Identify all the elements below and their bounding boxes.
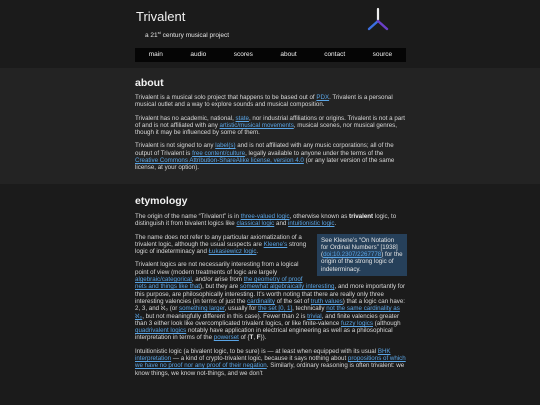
text-run: and is not affiliated with any music corporations; all of the output of Trivalent is <box>135 142 394 157</box>
text-run: . <box>256 248 259 256</box>
text-run: Trivalent is not signed to any <box>135 142 216 150</box>
about-paragraph-1 <box>135 94 407 109</box>
inline-link[interactable]: something larger <box>178 305 225 313</box>
text-run: , <box>253 334 257 342</box>
text-run: Intuitionistic logic (a bivalent logic, to be sure) is — at least when equipped with its usual <box>135 347 378 355</box>
text-run: , and more importantly for this purpose, are philosophically interesting. It’s worth noting that there are really only three interesting valencies (in terms of just the <box>135 283 406 305</box>
nav-source[interactable]: source <box>372 51 393 59</box>
inline-link[interactable]: intuitionistic logic <box>288 220 335 228</box>
text-run: , and finite valencies greater than 3 either look like overcomplicated trivalent logics, or like finite-valence <box>135 312 400 327</box>
nav-about[interactable]: about <box>280 51 297 59</box>
inline-link[interactable]: Łukasiewicz logic <box>208 248 257 256</box>
inline-link[interactable]: PDX <box>316 94 330 101</box>
subtitle-pre: a 21 <box>145 32 158 39</box>
text-run: , nor industrial affiliations or origins. Trivalent is not a part of and is not affiliated with any <box>135 114 405 129</box>
about-paragraph-2 <box>135 115 407 137</box>
bold-text: trivalent <box>349 213 374 220</box>
text-run: The origin of the name “Trivalent” is in <box>135 213 241 220</box>
text-run: ) that a logic can have: 2, 3, and ℵ₀ (or <box>135 297 406 313</box>
text-run: , and/or arise from <box>191 276 244 284</box>
inline-link[interactable]: three-valued logic <box>240 213 290 220</box>
inline-link[interactable]: label(s) <box>215 142 236 150</box>
text-run: Trivalent logics are not necessarily interesting from a logical point of view (modern treatments of logic are largely <box>135 261 299 276</box>
text-run: , but not meaningfully different in this case). Fewer than 2 is <box>142 312 308 320</box>
trivalent-logo-icon[interactable] <box>366 6 390 34</box>
inline-link[interactable]: propositions of which we have no proof nor any proof of their negation <box>135 355 406 370</box>
site-title[interactable]: Trivalent <box>136 9 186 24</box>
text-run: notably have application in electrical engineering as well as a philosophical interpretation in terms of the <box>135 327 393 342</box>
site-subtitle <box>145 29 229 40</box>
nav-contact[interactable]: contact <box>324 51 346 59</box>
text-run: . <box>334 220 337 228</box>
text-run: of the set of <box>274 297 311 305</box>
text-run: of { <box>238 334 250 342</box>
subtitle-post: century musical project <box>160 32 230 39</box>
inline-link[interactable]: powerset <box>213 334 239 342</box>
text-run: strong logic of indeterminacy and <box>135 240 307 256</box>
inline-link[interactable]: quadrivalent logics <box>135 327 187 335</box>
etymology-section <box>0 184 540 405</box>
inline-link[interactable]: fuzzy logics <box>341 319 373 327</box>
text-run: , musical scenes, nor musical genres, though it may be influenced by some of them. <box>135 121 397 137</box>
main-nav <box>135 48 406 62</box>
inline-link[interactable]: not the same cardinality as ℵ₀ <box>135 305 400 320</box>
text-run: logic, to distinguish it from bivalent logics like <box>135 213 397 228</box>
text-run: Trivalent is a musical solo project that happens to be based out of <box>135 94 317 101</box>
text-run: , legally available to anyone under the terms of the <box>245 149 384 157</box>
about-paragraph-3 <box>135 142 407 171</box>
text-run: , otherwise known as <box>289 213 350 220</box>
inline-link[interactable]: BHK interpretation <box>135 347 391 363</box>
etymology-paragraph-4 <box>135 348 407 377</box>
subtitle-sup: st <box>157 30 161 35</box>
text-run: . Similarly, ordinary reasoning is often trivalent: we know things, we know not-things, and we don’t <box>135 362 405 377</box>
inline-link[interactable]: the geometry of proof nets and things like that <box>135 276 303 291</box>
inline-link[interactable]: classical logic <box>236 220 275 228</box>
about-section <box>0 68 540 184</box>
text-run: ), but they are <box>200 283 240 291</box>
inline-link[interactable]: doi:10.2307/2267778 <box>323 251 382 259</box>
kleene-sidenote <box>317 234 407 276</box>
inline-link[interactable]: somewhat algebraically interesting <box>239 283 335 291</box>
inline-link[interactable]: free content/culture <box>192 149 246 157</box>
inline-link[interactable]: cardinality <box>247 297 275 305</box>
inline-link[interactable]: the set [0, 1] <box>258 305 293 313</box>
inline-link[interactable]: artistic/musical movements <box>219 121 294 129</box>
inline-link[interactable]: state <box>235 114 249 122</box>
nav-scores[interactable]: scores <box>233 51 253 59</box>
inline-link[interactable]: Creative Commons Attribution-ShareAlike license, version 4.0 <box>135 157 304 165</box>
text-run: (although <box>373 319 401 327</box>
etymology-paragraph-1 <box>135 213 407 228</box>
inline-link[interactable]: algebraic/categorical <box>135 276 192 284</box>
text-run: (or any later version of the same license, at your option). <box>135 157 395 172</box>
text-run: ) for the origin of the strong logic of indeterminacy. <box>321 251 403 273</box>
text-run: and <box>274 220 289 228</box>
inline-link[interactable]: Kleene’s <box>263 240 288 248</box>
text-run: The name does not refer to any particular axiomatization of a trivalent logic, although the usual suspects are <box>135 233 302 248</box>
text-run: . Trivalent is a personal musical outlet and a way to explore sounds and musical composition. <box>135 94 393 109</box>
nav-main[interactable]: main <box>148 51 163 59</box>
etymology-heading: etymology <box>135 195 188 207</box>
inline-link[interactable]: truth values <box>310 297 343 305</box>
text-run: , usually for <box>224 305 259 313</box>
text-run: — a kind of crypto-trivalent logic, because it says nothing about <box>171 355 348 363</box>
text-run: }). <box>260 334 267 342</box>
nav-audio[interactable]: audio <box>190 51 207 59</box>
text-run: , technically <box>292 305 327 313</box>
about-heading: about <box>135 77 164 89</box>
bold-text: F <box>256 334 261 342</box>
site-header <box>0 0 540 68</box>
inline-link[interactable]: trivial <box>307 312 322 320</box>
bold-text: T <box>249 334 254 342</box>
text-run: See Kleene’s “On Notation for Ordinal Numbers” [1938] ( <box>321 236 398 259</box>
text-run: Trivalent has no academic, national, <box>135 114 236 122</box>
